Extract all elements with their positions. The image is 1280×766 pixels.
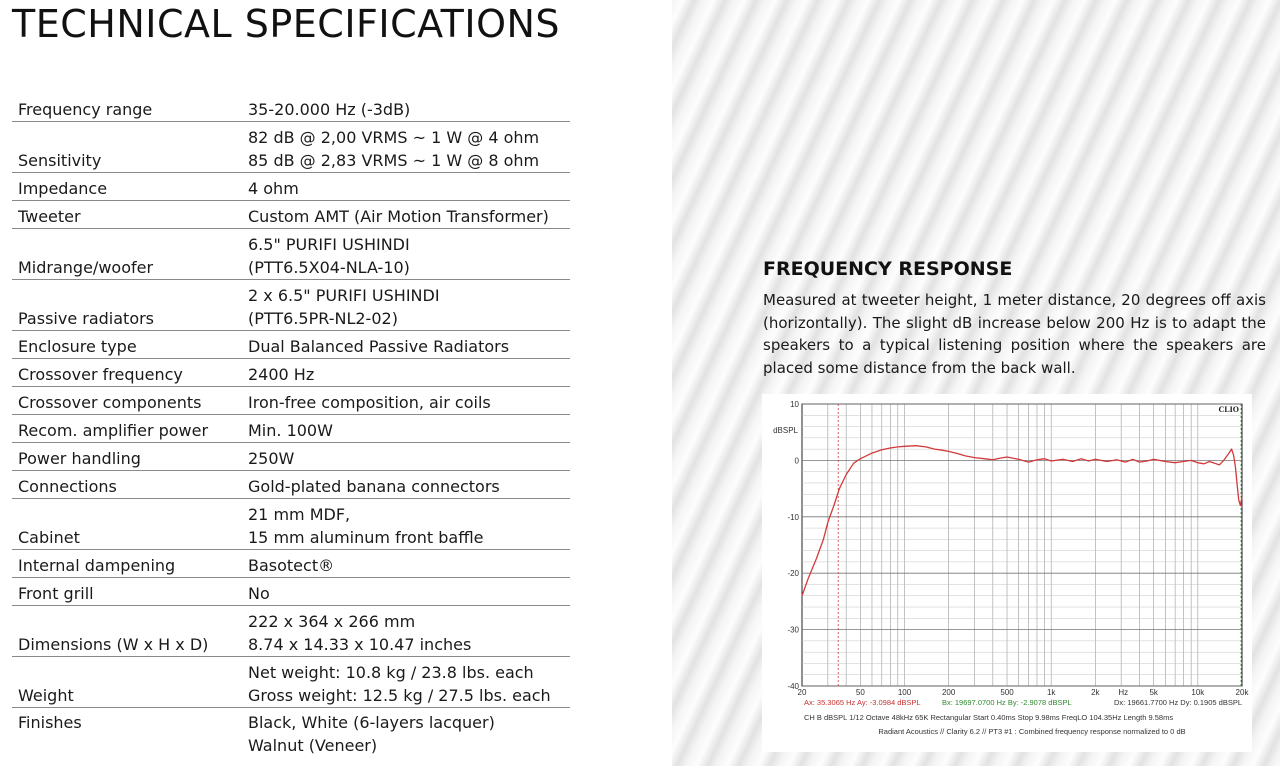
y-tick-label: 0 [794, 456, 799, 466]
plot-area [802, 404, 1242, 686]
spec-row [12, 415, 570, 443]
spec-value [242, 359, 570, 387]
spec-value [242, 415, 570, 443]
spec-value-line: Walnut (Veneer) [248, 736, 378, 755]
spec-label: Midrange/woofer [12, 229, 242, 280]
spec-row [12, 578, 570, 606]
spec-value [242, 606, 570, 657]
delta-readout: Dx: 19661.7700 Hz Dy: 0.1905 dBSPL [1114, 698, 1242, 707]
spec-value-line: Gross weight: 12.5 kg / 27.5 lbs. each [248, 686, 551, 705]
spec-label: Connections [12, 471, 242, 499]
measurement-settings: CH B dBSPL 1/12 Octave 48kHz 65K Rectangular Start 0.40ms Stop 9.98ms FreqLO 104.35Hz Length 9.58ms [804, 713, 1174, 722]
y-tick-label: -10 [787, 512, 799, 522]
spec-value [242, 229, 570, 280]
spec-row [12, 122, 570, 173]
spec-value [242, 443, 570, 471]
spec-value-line: 85 dB @ 2,83 VRMS ~ 1 W @ 8 ohm [248, 151, 540, 170]
x-tick-label: 50 [855, 688, 865, 697]
spec-row [12, 201, 570, 229]
spec-value-line: 21 mm MDF, [248, 505, 351, 524]
spec-value [242, 657, 570, 708]
x-tick-label: 20k [1235, 688, 1249, 697]
spec-row [12, 471, 570, 499]
x-axis-label: Hz [1118, 688, 1129, 697]
chart-caption: Radiant Acoustics // Clarity 6.2 // PT3 #1 : Combined frequency response normalized to 0 dB [878, 727, 1186, 736]
spec-row [12, 387, 570, 415]
chart-svg [762, 394, 1252, 752]
spec-value-line: Gold-plated banana connectors [248, 477, 500, 496]
spec-label: Dimensions (W x H x D) [12, 606, 242, 657]
spec-value [242, 708, 570, 758]
spec-value [242, 173, 570, 201]
spec-label: Tweeter [12, 201, 242, 229]
spec-row [12, 550, 570, 578]
spec-value [242, 201, 570, 229]
clio-logo: CLIO [1218, 405, 1239, 414]
spec-label: Impedance [12, 173, 242, 201]
spec-value-line: 2 x 6.5" PURIFI USHINDI [248, 286, 440, 305]
spec-value-line: 82 dB @ 2,00 VRMS ~ 1 W @ 4 ohm [248, 128, 540, 147]
y-axis-label: dBSPL [773, 426, 798, 435]
spec-value-line: 8.74 x 14.33 x 10.47 inches [248, 635, 472, 654]
y-tick-label: -40 [787, 682, 799, 691]
spec-label: Power handling [12, 443, 242, 471]
spec-value-line: Dual Balanced Passive Radiators [248, 337, 510, 356]
spec-row [12, 606, 570, 657]
spec-value-line: (PTT6.5PR-NL2-02) [248, 309, 398, 328]
x-tick-label: 100 [897, 688, 912, 697]
spec-value-line: 250W [248, 449, 295, 468]
y-tick-label: 10 [790, 400, 799, 409]
spec-label: Enclosure type [12, 331, 242, 359]
spec-value [242, 578, 570, 606]
page-title: TECHNICAL SPECIFICATIONS [12, 2, 561, 46]
frequency-response-description: Measured at tweeter height, 1 meter distance, 20 degrees off axis (horizontally). The slight dB increase below 200 Hz is to adapt the speakers to a typical listening position where the speakers are placed some distance from the back wall. [763, 291, 1266, 377]
spec-row [12, 331, 570, 359]
specs-table [12, 94, 570, 757]
frequency-response-title: FREQUENCY RESPONSE [763, 258, 1013, 280]
x-tick-label: 20 [797, 688, 807, 697]
spec-label: Sensitivity [12, 122, 242, 173]
spec-value-line: Basotect® [248, 556, 335, 575]
spec-value [242, 122, 570, 173]
x-tick-label: 1k [1046, 688, 1056, 697]
x-tick-label: 10k [1191, 688, 1205, 697]
spec-row [12, 229, 570, 280]
cursor-b-readout: Bx: 19697.0700 Hz By: -2.9078 dBSPL [941, 698, 1072, 707]
spec-row [12, 657, 570, 708]
spec-label: Front grill [12, 578, 242, 606]
x-tick-label: 2k [1091, 688, 1100, 697]
spec-label: Crossover frequency [12, 359, 242, 387]
spec-value-line: 2400 Hz [248, 365, 315, 384]
spec-value-line: Iron-free composition, air coils [248, 393, 491, 412]
spec-value-line: 35-20.000 Hz (-3dB) [248, 100, 411, 119]
x-tick-label: 500 [1000, 688, 1014, 697]
spec-value-line: Custom AMT (Air Motion Transformer) [248, 207, 549, 226]
spec-value-line: (PTT6.5X04-NLA-10) [248, 258, 410, 277]
cursor-a-readout: Ax: 35.3065 Hz Ay: -3.0984 dBSPL [804, 698, 921, 707]
x-tick-label: 200 [941, 688, 956, 697]
spec-value [242, 94, 570, 122]
y-tick-label: -20 [787, 569, 799, 579]
y-tick-label: -30 [787, 625, 799, 635]
spec-label: Passive radiators [12, 280, 242, 331]
spec-value [242, 471, 570, 499]
spec-value-line: Net weight: 10.8 kg / 23.8 lbs. each [248, 663, 534, 682]
spec-value [242, 280, 570, 331]
spec-value [242, 387, 570, 415]
spec-label: Recom. amplifier power [12, 415, 242, 443]
x-tick-label: 5k [1149, 688, 1158, 697]
frequency-response-chart [762, 394, 1252, 752]
spec-value-line: 15 mm aluminum front baffle [248, 528, 484, 547]
spec-value-line: Black, White (6-layers lacquer) [248, 713, 495, 732]
spec-row [12, 708, 570, 758]
spec-row [12, 94, 570, 122]
spec-value [242, 550, 570, 578]
spec-row [12, 173, 570, 201]
spec-row [12, 499, 570, 550]
spec-row [12, 280, 570, 331]
spec-label: Cabinet [12, 499, 242, 550]
spec-value-line: 4 ohm [248, 179, 299, 198]
spec-value-line: 222 x 364 x 266 mm [248, 612, 416, 631]
spec-label: Finishes [18, 713, 82, 732]
spec-value-line: 6.5" PURIFI USHINDI [248, 235, 410, 254]
spec-row [12, 443, 570, 471]
spec-label: Internal dampening [12, 550, 242, 578]
spec-value [242, 331, 570, 359]
spec-value-line: No [248, 584, 270, 603]
spec-row [12, 359, 570, 387]
spec-value-line: Min. 100W [248, 421, 333, 440]
spec-label: Frequency range [12, 94, 242, 122]
spec-label: Crossover components [12, 387, 242, 415]
spec-label: Weight [12, 657, 242, 708]
spec-value [242, 499, 570, 550]
